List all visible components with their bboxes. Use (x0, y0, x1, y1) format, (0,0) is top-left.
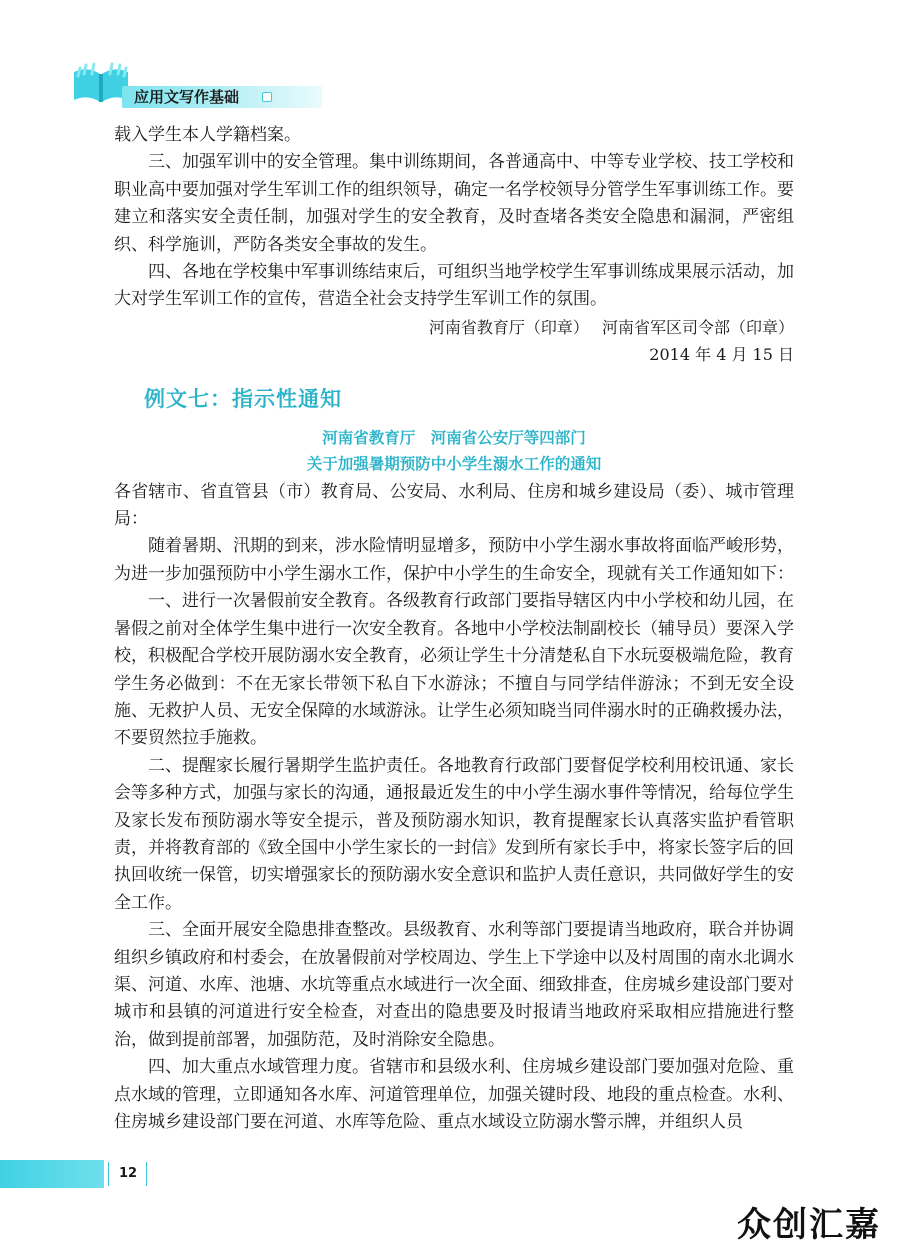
notice-title-line2: 关于加强暑期预防中小学生溺水工作的通知 (306, 454, 602, 473)
notice-title (114, 425, 794, 477)
body-paragraph: 四、加大重点水域管理力度。省辖市和县级水利、住房城乡建设部门要加强对危险、重点水域的管理，立即通知各水库、河道管理单位，加强关键时段、地段的重点检查。水利、住房城乡建设部门要在河道、水库等危险、重点水域设立防溺水警示牌，并组织人员 (114, 1057, 794, 1132)
footer-divider (108, 1162, 109, 1186)
book-title: 应用文写作基础 (134, 88, 240, 106)
page-content (114, 122, 794, 1136)
continuation-paragraph: 三、加强军训中的安全管理。集中训练期间，各普通高中、中等专业学校、技工学校和职业高中要加强对学生军训工作的组织领导，确定一名学校领导分管学生军事训练工作。要建立和落实安全责任制，加强对学生的安全教育，及时查堵各类安全隐患和漏洞，严密组织、科学施训，严防各类安全事故的发生。 (114, 152, 794, 255)
watermark: 众创汇嘉 (737, 1205, 881, 1245)
header-dot-icon (262, 92, 272, 102)
example-heading: 例文七：指示性通知 (144, 386, 342, 411)
footer-bar (0, 1160, 104, 1188)
signature: 河南省教育厅（印章） 河南省军区司令部（印章） (428, 317, 794, 337)
notice-title-line1: 河南省教育厅 河南省公安厅等四部门 (322, 428, 586, 447)
body-paragraph: 三、全面开展安全隐患排查整改。县级教育、水利等部门要提请当地政府，联合并协调组织乡镇政府和村委会，在放暑假前对学校周边、学生上下学途中以及村周围的南水北调水渠、河道、水库、池塘、水坑等重点水域进行一次全面、细致排查，住房城乡建设部门要对城市和县镇的河道进行安全检查，对查出的隐患要及时报请当地政府采取相应措施进行整治，做到提前部署，加强防范，及时消除安全隐患。 (114, 920, 794, 1050)
body-paragraph: 一、进行一次暑假前安全教育。各级教育行政部门要指导辖区内中小学校和幼儿园，在暑假之前对全体学生集中进行一次安全教育。各地中小学校法制副校长（辅导员）要深入学校，积极配合学校开展防溺水安全教育，必须让学生十分清楚私自下水玩耍极端危险，教育学生务必做到：不在无家长带领下私自下水游泳；不擅自与同学结伴游泳；不到无安全设施、无救护人员、无安全保障的水域游泳。让学生必须知晓当同伴溺水时的正确救援办法，不要贸然拉手施救。 (114, 591, 794, 749)
body-paragraph: 随着暑期、汛期的到来，涉水险情明显增多，预防中小学生溺水事故将面临严峻形势，为进一步加强预防中小学生溺水工作，保护中小学生的生命安全，现就有关工作通知如下： (114, 536, 794, 584)
signature-date: 2014 年 4 月 15 日 (649, 345, 794, 365)
footer-divider (146, 1162, 147, 1186)
page-number: 12 (118, 1166, 138, 1181)
recipients: 各省辖市、省直管县（市）教育局、公安局、水利局、住房和城乡建设局（委）、城市管理局： (114, 481, 794, 530)
body-paragraph: 二、提醒家长履行暑期学生监护责任。各地教育行政部门要督促学校利用校讯通、家长会等多种方式，加强与家长的沟通，通报最近发生的中小学生溺水事件等情况，给每位学生及家长发布预防溺水等安全提示，普及预防溺水知识，教育提醒家长认真落实监护看管职责，并将教育部的《致全国中小学生家长的一封信》发到所有家长手中，将家长签字后的回执回收统一保管，切实增强家长的预防溺水安全意识和监护人责任意识，共同做好学生的安全工作。 (114, 755, 794, 913)
page-header (70, 62, 280, 110)
continuation-paragraph: 四、各地在学校集中军事训练结束后，可组织当地学校学生军事训练成果展示活动，加大对学生军训工作的宣传，营造全社会支持学生军训工作的氛围。 (114, 262, 794, 310)
continuation-line: 载入学生本人学籍档案。 (114, 125, 301, 145)
